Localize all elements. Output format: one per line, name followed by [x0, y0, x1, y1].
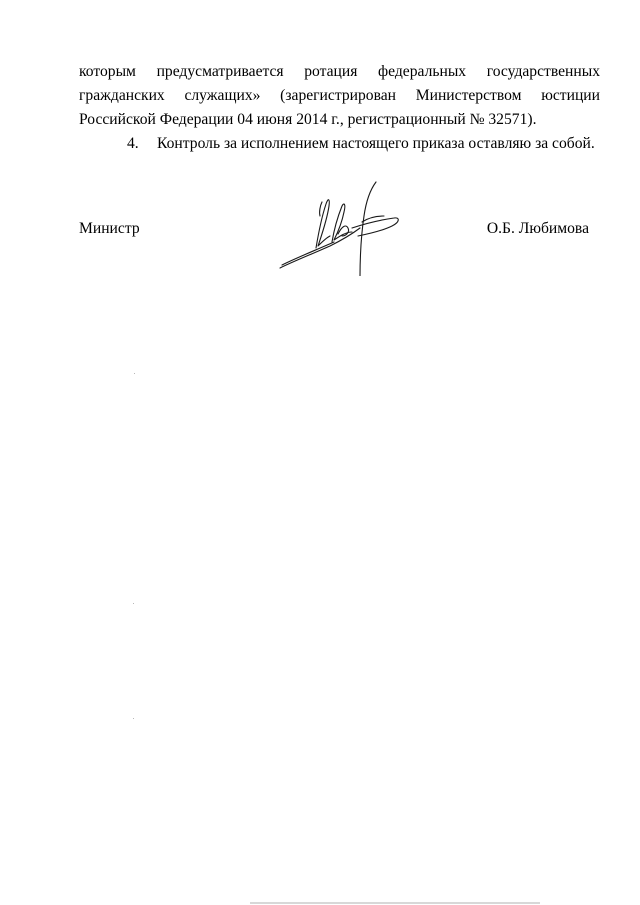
word: которым — [79, 63, 136, 80]
scan-edge — [250, 902, 540, 904]
word: предусматривается — [156, 63, 284, 80]
scan-speck — [133, 718, 134, 719]
position-label: Министр — [79, 220, 140, 237]
word: служащих» — [184, 87, 261, 104]
paragraph-line-2 — [79, 84, 600, 108]
word: ротация — [304, 63, 358, 80]
paragraph-4 — [79, 132, 600, 156]
signatory-name: О.Б. Любимова — [486, 220, 589, 237]
scan-speck — [134, 373, 135, 374]
word: Министерством — [415, 87, 522, 104]
paragraph-line-1 — [79, 60, 600, 84]
word: (зарегистрирован — [280, 87, 396, 104]
handwritten-signature — [272, 176, 404, 276]
word: федеральных — [378, 63, 467, 80]
paragraph-line-3: Российской Федерации 04 июня 2014 г., регистрационный № 32571). — [79, 111, 537, 128]
document-body — [79, 60, 600, 156]
paragraph-number: 4. — [127, 135, 139, 152]
word: гражданских — [79, 87, 165, 104]
paragraph-4-text: Контроль за исполнением настоящего приказа оставляю за собой. — [157, 135, 595, 152]
scan-speck — [133, 603, 134, 604]
word: юстиции — [541, 87, 600, 104]
word: государственных — [486, 63, 600, 80]
